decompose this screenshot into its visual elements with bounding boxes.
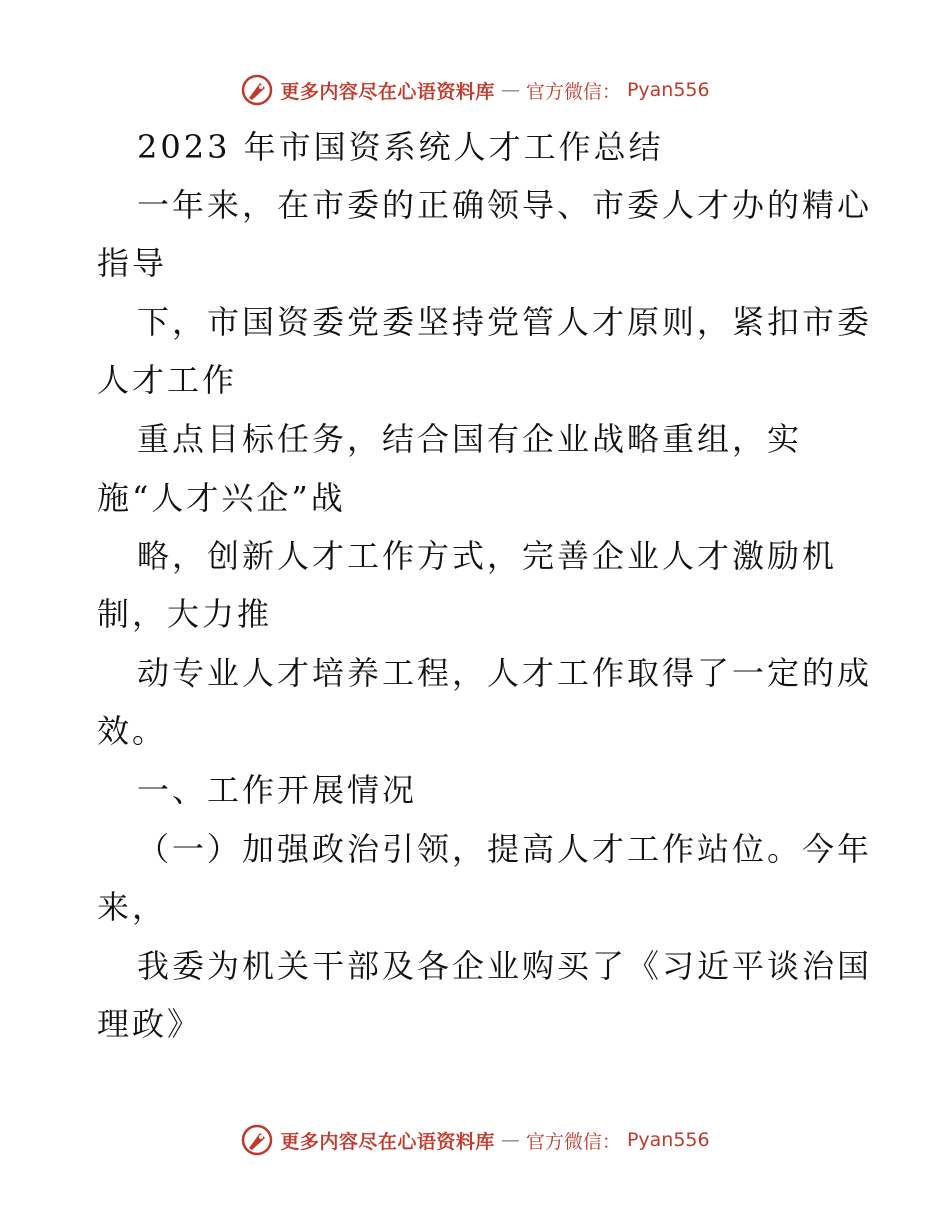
watermark-contact-label: 官方微信： bbox=[525, 1130, 621, 1153]
body-line: 我委为机关干部及各企业购买了《习近平谈治国 bbox=[137, 947, 873, 985]
body-line: 下，市国资委党委坚持党管人才原则，紧扣市委 bbox=[137, 303, 873, 341]
watermark-tagline: 更多内容尽在心语资料库 bbox=[280, 80, 495, 103]
body-line: 理政》 bbox=[97, 1005, 203, 1043]
watermark-dash: — bbox=[500, 79, 520, 101]
body-line: 一年来，在市委的正确领导、市委人才办的精心 bbox=[137, 186, 873, 224]
header-watermark bbox=[0, 70, 950, 110]
section-heading: 一、工作开展情况 bbox=[137, 771, 418, 809]
body-line: 重点目标任务，结合国有企业战略重组，实 bbox=[137, 420, 803, 458]
watermark-tagline: 更多内容尽在心语资料库 bbox=[280, 1130, 495, 1153]
watermark-contact-id: Pyan556 bbox=[626, 1129, 710, 1151]
body-line: 动专业人才培养工程，人才工作取得了一定的成 bbox=[137, 654, 873, 692]
watermark-contact-id: Pyan556 bbox=[626, 79, 710, 101]
body-line: 人才工作 bbox=[97, 361, 238, 399]
body-line: 略，创新人才工作方式，完善企业人才激励机 bbox=[137, 537, 838, 575]
body-line: 来， bbox=[97, 888, 168, 926]
body-line: 制，大力推 bbox=[97, 595, 273, 633]
body-line: 施“人才兴企”战 bbox=[97, 479, 346, 517]
body-line: 效。 bbox=[97, 712, 168, 750]
watermark-contact-label: 官方微信： bbox=[525, 80, 621, 103]
subsection-heading: （一）加强政治引领，提高人才工作站位。今年 bbox=[137, 830, 873, 868]
pen-nib-logo-icon bbox=[240, 1123, 274, 1157]
watermark-dash: — bbox=[500, 1129, 520, 1151]
body-line: 指导 bbox=[97, 244, 168, 282]
document-title: 2023 年市国资系统人才工作总结 bbox=[137, 128, 664, 166]
pen-nib-logo-icon bbox=[240, 73, 274, 107]
footer-watermark bbox=[0, 1120, 950, 1160]
